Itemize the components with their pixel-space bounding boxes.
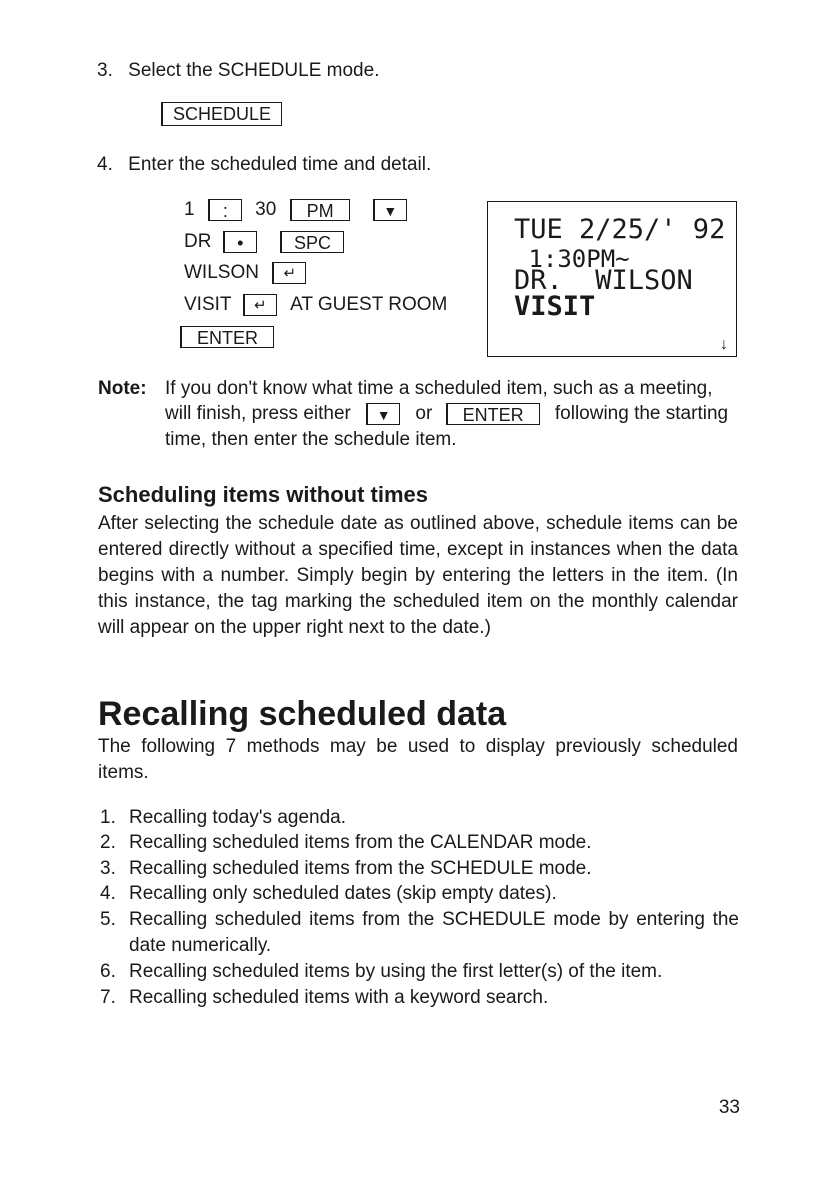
page-number: 33 <box>718 1097 740 1118</box>
key-row-5 <box>180 324 274 350</box>
pm-key: PM <box>290 199 350 221</box>
list-number: 5. <box>100 909 116 930</box>
note-label: Note: <box>98 378 147 399</box>
list-number: 1. <box>100 807 116 828</box>
down-arrow-key: ▼ <box>366 403 400 425</box>
list-text: Recalling today's agenda. <box>129 807 346 828</box>
enter-key: ENTER <box>180 326 274 348</box>
digit-thirty: 30 <box>255 199 277 220</box>
key-row-2 <box>184 229 344 255</box>
list-number: 7. <box>100 987 116 1008</box>
key-row-3 <box>184 260 306 286</box>
step-number: 3. <box>97 60 113 81</box>
list-number: 2. <box>100 832 116 853</box>
down-arrow-icon: ↓ <box>720 336 728 353</box>
note-text: following the starting <box>554 403 729 424</box>
colon-key: : <box>208 199 242 221</box>
list-number: 3. <box>100 858 116 879</box>
step-text: Enter the scheduled time and detail. <box>128 154 432 175</box>
text-wilson: WILSON <box>184 262 259 283</box>
return-key: ↵ <box>243 294 277 316</box>
list-text: Recalling only scheduled dates (skip empty dates). <box>129 883 557 904</box>
schedule-key <box>161 102 282 126</box>
lcd-display <box>487 201 737 357</box>
display-line-date: TUE 2/25/' 92 <box>514 214 726 245</box>
list-text: Recalling scheduled items with a keyword search. <box>129 987 549 1008</box>
step-text: Select the SCHEDULE mode. <box>128 60 380 81</box>
list-text: Recalling scheduled items by using the first letter(s) of the item. <box>129 961 663 982</box>
display-line-time: 1:30PM~ <box>514 245 630 273</box>
page-heading: Recalling scheduled data <box>98 695 507 733</box>
note-line-1: If you don't know what time a scheduled item, such as a meeting, <box>165 378 713 399</box>
key-row-4 <box>184 292 447 318</box>
text-visit: VISIT <box>184 294 232 315</box>
enter-key: ENTER <box>446 403 540 425</box>
note-line-3: time, then enter the schedule item. <box>165 429 457 450</box>
list-number: 4. <box>100 883 116 904</box>
step-number: 4. <box>97 154 113 175</box>
list-text: Recalling scheduled items from the CALENDAR mode. <box>129 832 592 853</box>
key-row-1 <box>184 197 407 223</box>
display-line-detail: VISIT <box>514 291 596 322</box>
display-line-name: DR. WILSON <box>514 265 693 296</box>
text-at-guest-room: AT GUEST ROOM <box>290 294 448 315</box>
list-text: Recalling scheduled items from the SCHEDULE mode by entering the date numerically. <box>129 909 739 956</box>
section-body: After selecting the schedule date as outlined above, schedule items can be entered directly without a specified time, except in instances when the data begins with a number. Simply begin by entering the letters in the item. (In this instance, the tag marking the scheduled item on the monthly calendar will appear on the upper right next to the date.) <box>98 513 738 638</box>
list-text: Recalling scheduled items from the SCHEDULE mode. <box>129 858 592 879</box>
list-number: 6. <box>100 961 116 982</box>
down-arrow-key: ▼ <box>373 199 407 221</box>
note-text: will finish, press either <box>165 403 351 424</box>
step-4 <box>97 152 431 178</box>
dot-key: • <box>223 231 257 253</box>
spc-key: SPC <box>280 231 344 253</box>
schedule-key-label: SCHEDULE <box>161 102 282 126</box>
step-3 <box>97 58 379 84</box>
section-heading: Scheduling items without times <box>98 482 429 507</box>
note-line-2 <box>165 401 739 427</box>
note-text: or <box>415 403 433 424</box>
return-key: ↵ <box>272 262 306 284</box>
digit-one: 1 <box>184 199 195 220</box>
recall-intro: The following 7 methods may be used to display previously scheduled items. <box>98 736 738 783</box>
text-dr: DR <box>184 231 212 252</box>
